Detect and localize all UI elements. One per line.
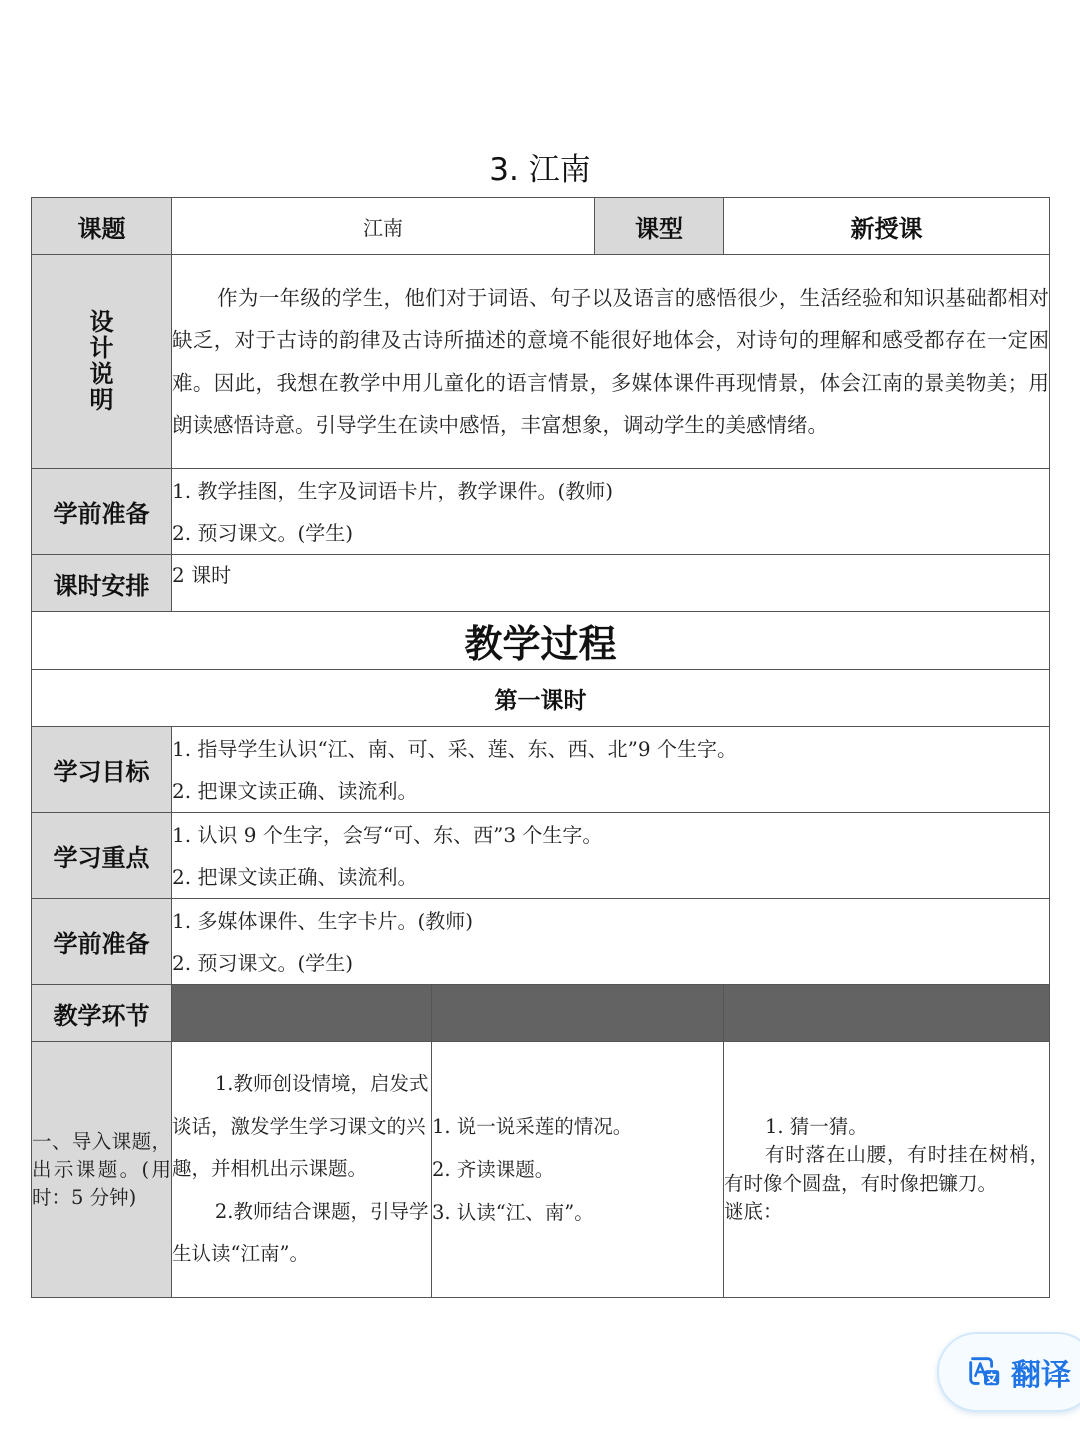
period-row — [32, 670, 1050, 727]
student-activity: 3. 认读“江、南”。 — [432, 1201, 594, 1224]
list-item: 2. 预习课文。(学生) — [172, 520, 354, 545]
list-item: 1. 认识 9 个生字，会写“可、东、西”3 个生字。 — [172, 822, 603, 847]
document-title: 3. 江南 — [489, 152, 591, 188]
prep2-label: 学前准备 — [32, 899, 172, 985]
key-label: 学习重点 — [32, 813, 172, 899]
step1-label: 一、导入课题，出示课题。(用时：5 分钟) — [32, 1042, 172, 1298]
riddle-answer: 谜底： — [724, 1200, 783, 1223]
period-title: 第一课时 — [32, 670, 1050, 727]
schedule-label: 课时安排 — [32, 555, 172, 612]
step1-teacher — [172, 1042, 432, 1298]
lesson-plan-table — [31, 197, 1050, 1298]
process-heading: 教学过程 — [32, 612, 1050, 670]
step1-student — [432, 1042, 724, 1298]
design-text: 作为一年级的学生，他们对于词语、句子以及语言的感悟很少，生活经验和知识基础都相对缺乏，对于古诗的韵律及古诗所描述的意境不能很好地体会，对诗句的理解和感受都存在一定困难。因此，我想在教学中用儿童化的语言情景，多媒体课件再现情景，体会江南的景美物美；用朗读感悟诗意。引导学生在读中感悟，丰富想象，调动学生的美感情绪。 — [172, 255, 1050, 469]
student-activity: 2. 齐读课题。 — [432, 1158, 555, 1181]
topic-value: 江南 — [172, 198, 595, 255]
type-value: 新授课 — [724, 198, 1050, 255]
prep2-row — [32, 899, 1050, 985]
translate-button[interactable] — [937, 1332, 1080, 1412]
list-item: 2. 把课文读正确、读流利。 — [172, 778, 418, 803]
design-row — [32, 255, 1050, 469]
prep2-list — [172, 899, 1050, 985]
riddle-text: 有时落在山腰，有时挂在树梢，有时像个圆盘，有时像把镰刀。 — [724, 1143, 1049, 1195]
step1-design — [724, 1042, 1050, 1298]
list-item: 1. 教学挂图，生字及词语卡片，教学课件。(教师) — [172, 478, 614, 503]
goal-row — [32, 727, 1050, 813]
type-label: 课型 — [595, 198, 724, 255]
translate-label: 翻译 — [1011, 1358, 1071, 1393]
key-list — [172, 813, 1050, 899]
list-item: 2. 预习课文。(学生) — [172, 950, 354, 975]
step-label: 教学环节 — [32, 985, 172, 1042]
step1-row — [32, 1042, 1050, 1298]
goal-list — [172, 727, 1050, 813]
translate-icon — [965, 1353, 1003, 1391]
step-header-design — [724, 985, 1050, 1042]
goal-label: 学习目标 — [32, 727, 172, 813]
teacher-activity: 2.教师结合课题，引导学生认读“江南”。 — [172, 1199, 429, 1266]
list-item: 2. 把课文读正确、读流利。 — [172, 864, 418, 889]
list-item: 1. 多媒体课件、生字卡片。(教师) — [172, 908, 474, 933]
process-heading-row — [32, 612, 1050, 670]
teacher-activity: 1.教师创设情境，启发式谈话，激发学生学习课文的兴趣，并相机出示课题。 — [172, 1072, 429, 1181]
topic-label: 课题 — [32, 198, 172, 255]
schedule-value: 2 课时 — [172, 555, 1050, 612]
prep-list — [172, 469, 1050, 555]
prep-row — [32, 469, 1050, 555]
riddle-title: 1. 猜一猜。 — [764, 1114, 868, 1138]
prep-label: 学前准备 — [32, 469, 172, 555]
step-header-teacher — [172, 985, 432, 1042]
topic-row — [32, 198, 1050, 255]
step-header-student — [432, 985, 724, 1042]
step-header-row — [32, 985, 1050, 1042]
key-row — [32, 813, 1050, 899]
schedule-row — [32, 555, 1050, 612]
student-activity: 1. 说一说采莲的情况。 — [432, 1115, 633, 1138]
list-item: 1. 指导学生认识“江、南、可、采、莲、东、西、北”9 个生字。 — [172, 736, 737, 761]
design-label: 设计说明 — [32, 255, 172, 469]
